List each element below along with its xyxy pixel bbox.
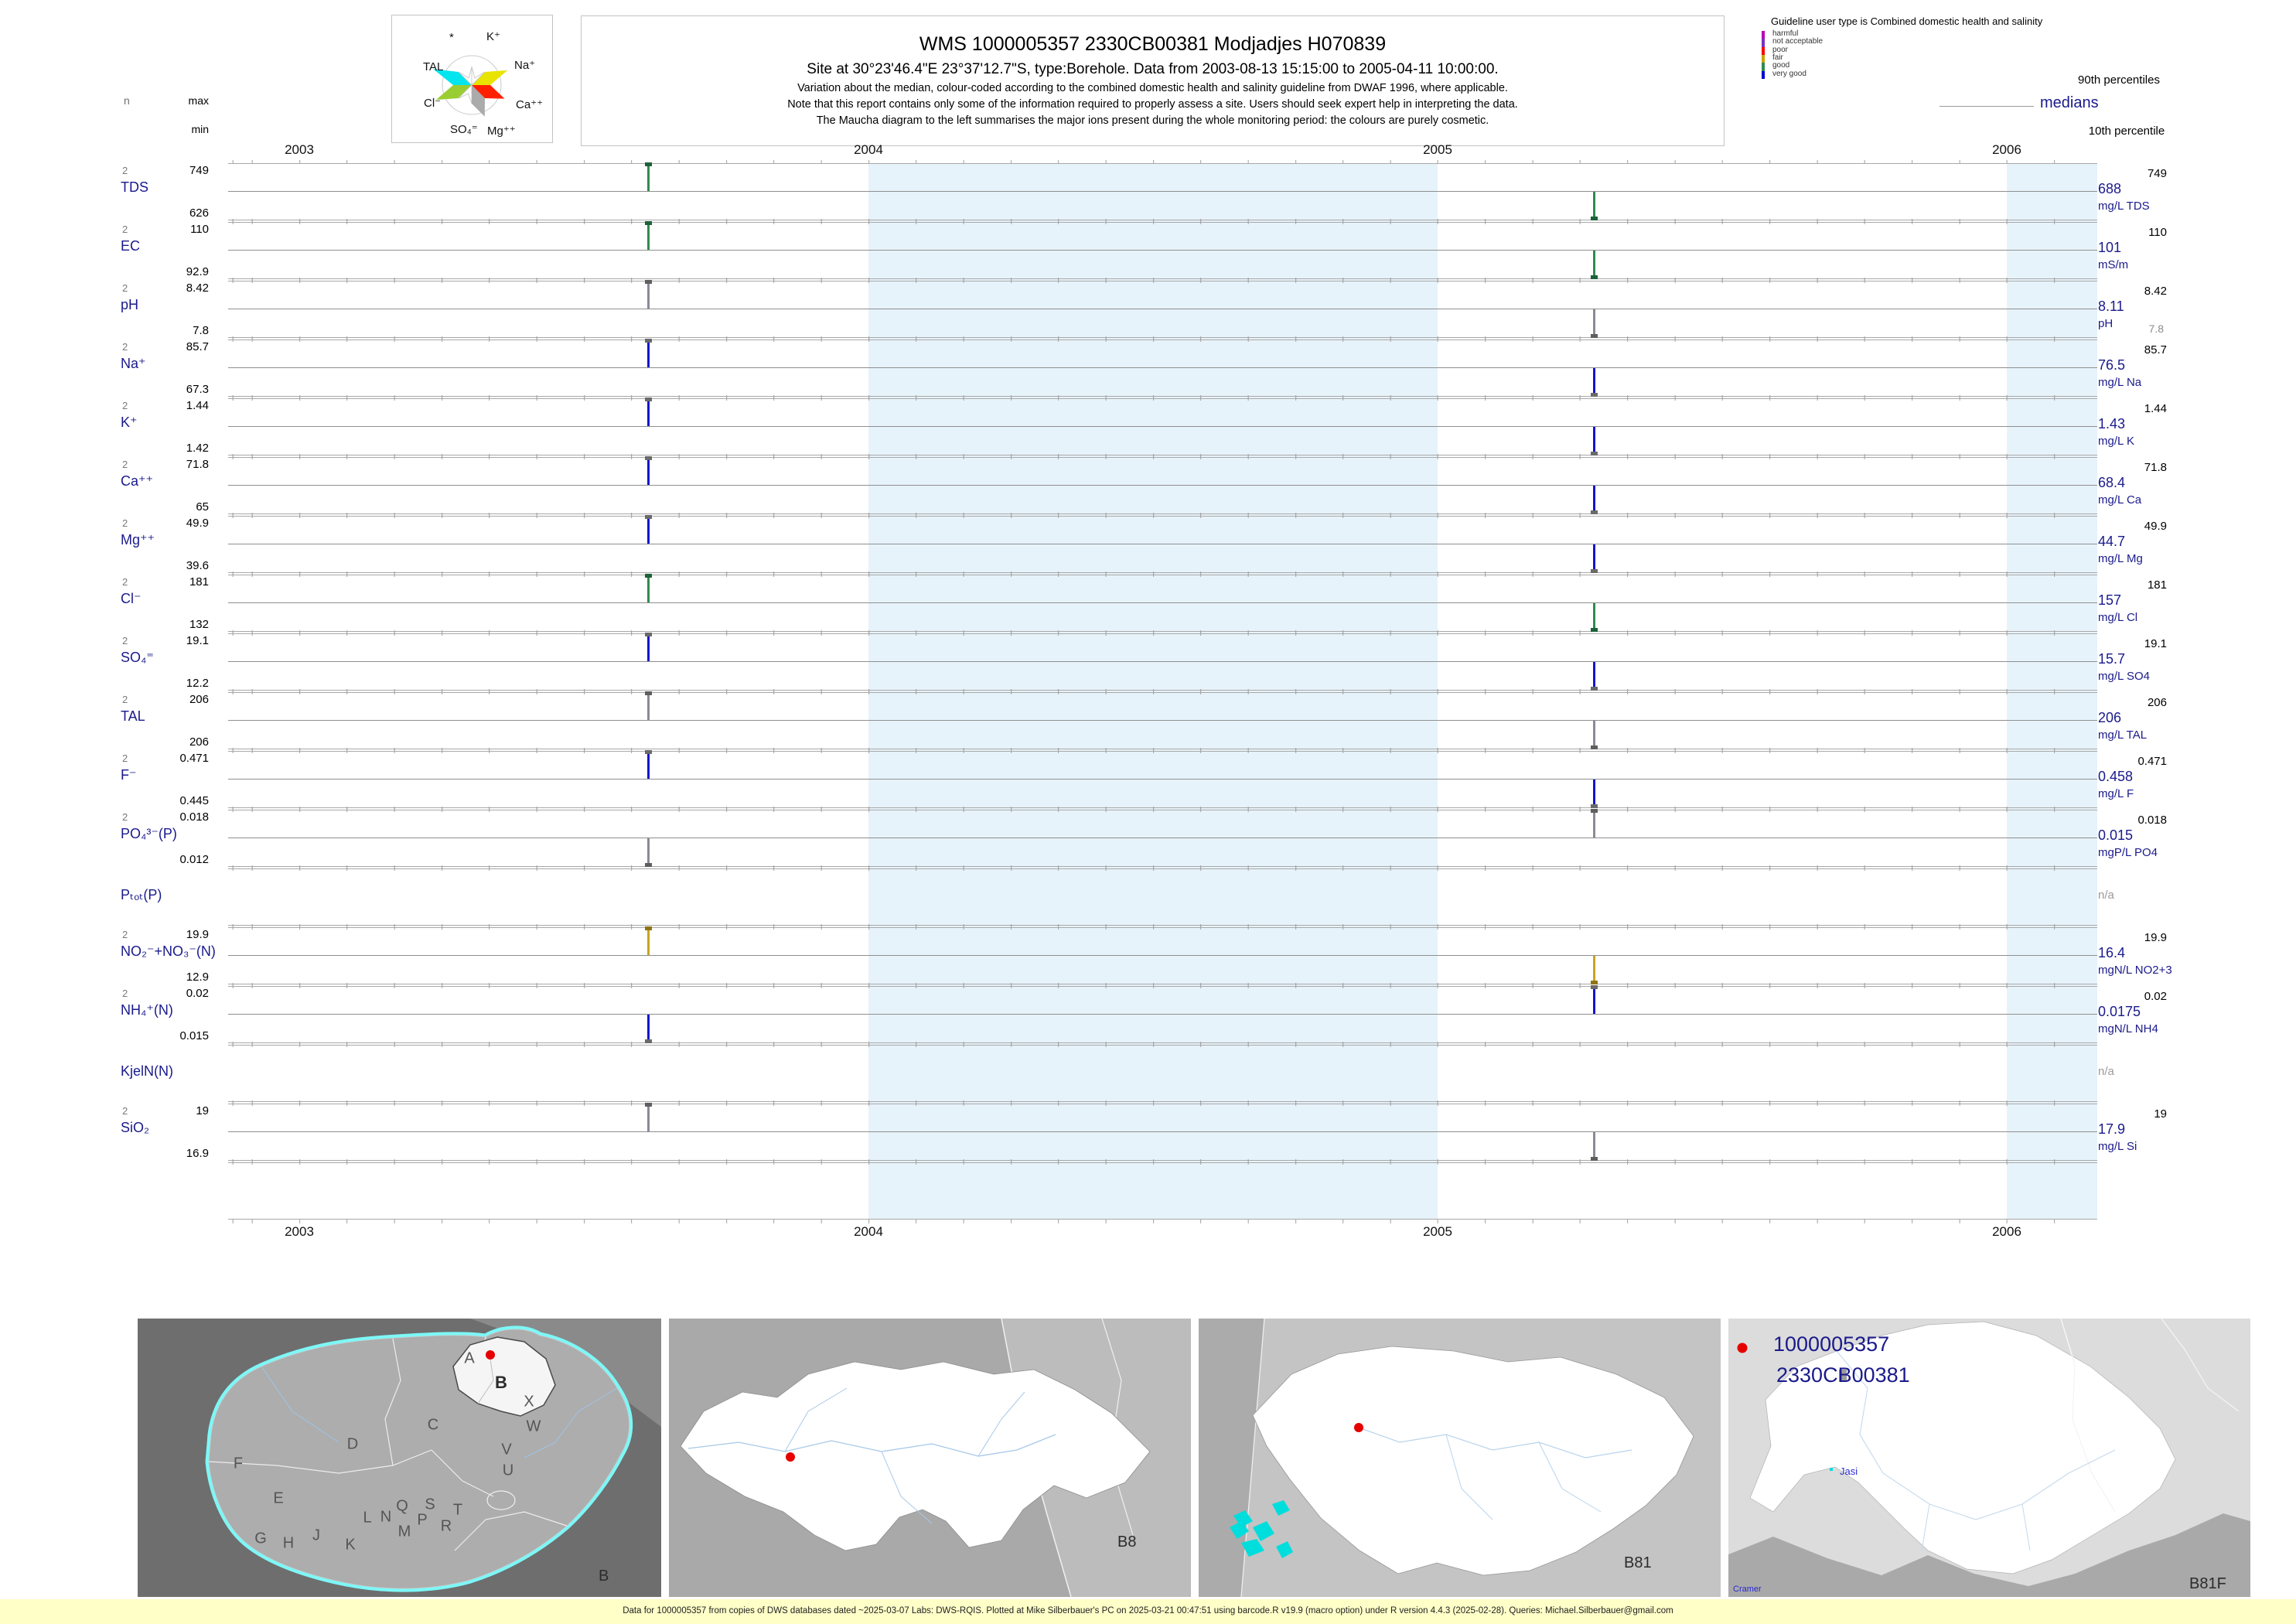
- row-max-value: 749: [189, 164, 209, 177]
- row-top-edge: [228, 160, 2097, 164]
- drainage-region-letter: M: [397, 1523, 411, 1540]
- row-90th-percentile: 181: [2147, 578, 2167, 592]
- sample-mark: [1593, 544, 1595, 571]
- row-median-value: 157: [2098, 592, 2122, 608]
- parameter-name: NH₄⁺(N): [121, 1002, 173, 1018]
- parameter-name: SO₄⁼: [121, 650, 154, 665]
- sample-mark-cap: [645, 162, 652, 166]
- parameter-name: Na⁺: [121, 356, 146, 371]
- row-90th-percentile: 71.8: [2144, 461, 2167, 474]
- row-min-value: 1.42: [186, 442, 209, 455]
- parameter-name: PO₄³⁻(P): [121, 826, 177, 841]
- row-min-value: 7.8: [193, 324, 209, 337]
- row-top-edge: [228, 865, 2097, 869]
- row-unit-label: mg/L TDS: [2098, 200, 2150, 213]
- year-label-bottom: 2005: [1423, 1224, 1452, 1239]
- sample-mark-cap: [645, 750, 652, 754]
- parameter-name: KjelN(N): [121, 1063, 174, 1079]
- map4-station-code: 2330CB00381: [1776, 1363, 1910, 1387]
- sample-mark-cap: [645, 397, 652, 401]
- row-min-value: 0.015: [179, 1029, 209, 1042]
- page-title: WMS 1000005357 2330CB00381 Modjadjes H070839: [919, 33, 1387, 55]
- map4-site-number: 1000005357: [1773, 1332, 1890, 1356]
- row-top-edge: [228, 336, 2097, 340]
- map2-region-label: B8: [1117, 1534, 1137, 1551]
- sample-mark: [647, 165, 650, 191]
- note-variation: Variation about the median, colour-coded according to the combined domestic health and salinity guideline from DWAF 1996, where applicable.: [797, 82, 1508, 94]
- class-color-swatch: [1762, 71, 1765, 79]
- row-min-value: 206: [189, 735, 209, 749]
- row-min-value: 12.2: [186, 677, 209, 690]
- row-median-value: 68.4: [2098, 475, 2126, 490]
- row-90th-percentile: 206: [2147, 696, 2167, 709]
- row-min-value: 626: [189, 206, 209, 220]
- sample-mark: [1593, 251, 1595, 277]
- year-label-top: 2003: [285, 142, 314, 157]
- year-label-bottom: 2006: [1992, 1224, 2021, 1239]
- map4-region-label: B81F: [2189, 1575, 2226, 1592]
- sample-mark: [1593, 811, 1595, 838]
- row-median-line: [228, 661, 2097, 662]
- stats-header-max: max: [188, 94, 209, 107]
- maucha-label-k: K⁺: [486, 30, 500, 43]
- sample-mark: [1593, 780, 1595, 806]
- row-n-count: 2: [122, 282, 128, 294]
- maucha-label-na: Na⁺: [514, 59, 536, 72]
- sample-mark-cap: [1591, 809, 1598, 813]
- map-quaternary-catchment: [1728, 1319, 2250, 1597]
- row-top-edge: [228, 513, 2097, 517]
- map-tertiary-catchment: [1199, 1319, 1721, 1597]
- row-max-value: 206: [189, 693, 209, 706]
- maucha-label-cl: Cl⁻: [424, 97, 442, 110]
- row-n-count: 2: [122, 988, 128, 999]
- parameter-name: TAL: [121, 708, 145, 724]
- sample-mark-cap: [645, 633, 652, 636]
- row-max-value: 0.471: [179, 752, 209, 765]
- sample-mark-cap: [645, 339, 652, 343]
- title-box: [581, 15, 1725, 146]
- p10-legend-label: 10th percentile: [2088, 125, 2165, 138]
- class-color-swatch: [1762, 63, 1765, 70]
- maucha-diagram: [391, 15, 553, 143]
- class-color-swatch: [1762, 55, 1765, 63]
- row-top-edge: [228, 983, 2097, 987]
- row-top-edge: [228, 689, 2097, 693]
- row-unit-label: pH: [2098, 317, 2113, 330]
- sample-mark: [1593, 956, 1595, 982]
- row-unit-label: mg/L TAL: [2098, 728, 2148, 742]
- sample-mark: [647, 929, 650, 955]
- sample-mark: [647, 1015, 650, 1041]
- row-median-line: [228, 720, 2097, 721]
- sample-mark: [647, 459, 650, 485]
- row-max-value: 19: [196, 1104, 209, 1117]
- note-disclaimer: Note that this report contains only some of the information required to properly assess a site. Users should seek expert help in interpreting the data.: [787, 98, 1518, 111]
- drainage-region-letter: K: [345, 1536, 356, 1554]
- row-median-value: 0.458: [2098, 769, 2134, 784]
- note-maucha: The Maucha diagram to the left summarises the major ions present during the whole monitoring period: the colours are purely cosmetic.: [816, 114, 1489, 127]
- sample-mark-cap: [645, 221, 652, 225]
- row-n-count: 2: [122, 459, 128, 470]
- sample-mark: [647, 752, 650, 779]
- row-max-value: 110: [190, 223, 209, 236]
- row-top-edge: [228, 807, 2097, 810]
- sample-mark: [1593, 368, 1595, 394]
- map3-region-label: B81: [1624, 1554, 1652, 1571]
- row-min-value: 132: [189, 618, 209, 631]
- year-label-top: 2006: [1992, 142, 2021, 157]
- sample-mark: [647, 576, 650, 602]
- row-min-value: 16.9: [186, 1147, 209, 1160]
- row-n-count: 2: [122, 929, 128, 940]
- class-label: fair: [1772, 53, 1783, 62]
- row-median-line: [228, 250, 2097, 251]
- row-median-value: 206: [2098, 710, 2122, 725]
- sample-mark-cap: [645, 515, 652, 519]
- parameter-name: SiO₂: [121, 1120, 149, 1135]
- maucha-label-mg: Mg⁺⁺: [487, 125, 516, 138]
- sample-mark: [647, 223, 650, 250]
- site-marker-map2: [786, 1452, 795, 1462]
- drainage-region-letter: S: [425, 1496, 435, 1513]
- row-unit-label: mg/L F: [2098, 787, 2134, 800]
- row-unit-label: mgN/L NH4: [2098, 1022, 2158, 1035]
- row-median-line: [228, 779, 2097, 780]
- sample-mark-cap: [645, 1103, 652, 1107]
- sample-mark-cap: [645, 456, 652, 460]
- row-median-line: [228, 602, 2097, 603]
- drainage-region-letter: U: [502, 1462, 514, 1479]
- row-n-count: 2: [122, 165, 128, 176]
- drainage-region-letter: C: [427, 1416, 439, 1434]
- row-90th-percentile: 49.9: [2144, 520, 2167, 533]
- parameter-name: F⁻: [121, 767, 137, 783]
- row-max-value: 0.018: [179, 810, 209, 824]
- site-marker-map4: [1738, 1343, 1748, 1353]
- map-country-drainage-regions: [138, 1319, 661, 1597]
- row-max-value: 181: [189, 575, 209, 589]
- row-max-value: 0.02: [186, 987, 209, 1000]
- parameter-name: Mg⁺⁺: [121, 532, 155, 548]
- stats-header-min: min: [191, 123, 209, 135]
- row-median-value: 17.9: [2098, 1121, 2126, 1137]
- row-bottom-edge: [228, 1219, 2097, 1223]
- sample-mark: [647, 838, 650, 865]
- sample-mark: [1593, 427, 1595, 453]
- maucha-label-ca: Ca⁺⁺: [516, 98, 544, 111]
- row-unit-label: mg/L SO4: [2098, 670, 2150, 683]
- row-median-line: [228, 191, 2097, 192]
- maucha-label-so4: SO₄⁼: [450, 123, 478, 136]
- row-90th-percentile: 110: [2148, 226, 2167, 239]
- sample-mark: [647, 635, 650, 661]
- catchment-b81f-map-icon: [1728, 1319, 2250, 1597]
- guideline-class-legend: [1762, 29, 1823, 79]
- median-legend-label: medians: [2040, 94, 2099, 111]
- drainage-region-letter: G: [254, 1530, 267, 1547]
- row-90th-percentile: 0.018: [2137, 814, 2167, 827]
- row-n-count: 2: [122, 635, 128, 647]
- row-90th-percentile: 1.44: [2144, 402, 2167, 415]
- row-unit-label: mgN/L NO2+3: [2098, 964, 2172, 977]
- year-label-top: 2004: [854, 142, 883, 157]
- row-n-count: 2: [122, 341, 128, 353]
- parameter-name: NO₂⁻+NO₃⁻(N): [121, 943, 216, 959]
- south-africa-map-icon: [138, 1319, 661, 1597]
- row-median-line: [228, 1131, 2097, 1132]
- row-top-edge: [228, 278, 2097, 281]
- class-color-swatch: [1762, 39, 1765, 46]
- parameter-name: EC: [121, 238, 141, 254]
- map1-region-label: B: [599, 1568, 609, 1585]
- drainage-region-letter: F: [233, 1455, 244, 1472]
- sample-mark: [647, 694, 650, 720]
- row-n-count: 2: [122, 223, 128, 235]
- row-unit-label: mS/m: [2098, 258, 2129, 271]
- row-n-count: 2: [122, 576, 128, 588]
- row-90th-percentile: 8.42: [2144, 285, 2167, 298]
- class-label: harmful: [1772, 29, 1799, 38]
- row-max-value: 71.8: [186, 458, 209, 471]
- row-median-value: 8.11: [2098, 299, 2124, 314]
- row-median-value: 1.43: [2098, 416, 2126, 432]
- row-min-value: 67.3: [186, 383, 209, 396]
- class-label: good: [1772, 61, 1790, 70]
- row-median-value: 76.5: [2098, 357, 2126, 373]
- sample-mark-cap: [645, 926, 652, 930]
- row-min-value: 65: [196, 500, 209, 513]
- row-unit-label: mg/L Na: [2098, 376, 2142, 389]
- row-10th-percentile: 7.8: [2148, 322, 2164, 335]
- sample-mark-cap: [645, 574, 652, 578]
- catchment-b8-map-icon: [669, 1319, 1191, 1597]
- row-median-value: 101: [2098, 240, 2122, 255]
- row-median-value: 16.4: [2098, 945, 2126, 960]
- row-90th-percentile: 19: [2154, 1107, 2167, 1121]
- row-max-value: 19.1: [186, 634, 209, 647]
- row-90th-percentile: 0.02: [2144, 990, 2167, 1003]
- row-n-count: 2: [122, 752, 128, 764]
- footer-text: Data for 1000005357 from copies of DWS databases dated ~2025-03-07 Labs: DWS-RQIS. Plotted at Mike Silberbauer's PC on 2025-03-21 00:47:51 using barcode.R v19.9 (macro option) under R version 4.4.3 (2025-02-28). Queries: Michael.Silberbauer@gmail.com: [623, 1606, 1673, 1615]
- sample-mark: [647, 400, 650, 426]
- maucha-label-tal: TAL: [423, 60, 444, 73]
- sample-mark-cap: [645, 691, 652, 695]
- row-n-count: 2: [122, 517, 128, 529]
- row-min-value: 0.012: [179, 853, 209, 866]
- row-max-value: 85.7: [186, 340, 209, 353]
- p90-legend-label: 90th percentiles: [2078, 73, 2160, 87]
- row-max-value: 49.9: [186, 517, 209, 530]
- drainage-region-letter: P: [417, 1511, 428, 1529]
- row-unit-label: mg/L Cl: [2098, 611, 2138, 624]
- row-n-count: 2: [122, 811, 128, 823]
- row-n-count: 2: [122, 694, 128, 705]
- maucha-label-star: *: [449, 31, 454, 44]
- drainage-region-letter: V: [501, 1441, 512, 1459]
- sample-mark: [1593, 486, 1595, 512]
- row-median-value: 688: [2098, 181, 2122, 196]
- row-n-count: 2: [122, 400, 128, 411]
- drainage-region-letter: R: [440, 1517, 452, 1535]
- row-top-edge: [228, 1159, 2097, 1163]
- parameter-name: K⁺: [121, 415, 138, 430]
- sample-mark: [647, 1105, 650, 1131]
- drainage-region-letter: Q: [396, 1497, 408, 1515]
- map4-place-label: Cramer: [1733, 1585, 1762, 1594]
- row-median-line: [228, 485, 2097, 486]
- parameter-name: TDS: [121, 179, 148, 195]
- row-min-value: 12.9: [186, 971, 209, 984]
- site-marker-map3: [1354, 1423, 1363, 1432]
- row-median-line: [228, 1014, 2097, 1015]
- class-color-swatch: [1762, 47, 1765, 55]
- row-unit-label: mg/L Ca: [2098, 493, 2142, 507]
- drainage-region-letter: A: [464, 1349, 475, 1367]
- sample-mark: [1593, 1132, 1595, 1158]
- sample-mark-cap: [1591, 985, 1598, 989]
- drainage-region-letter: N: [380, 1508, 392, 1526]
- class-label: very good: [1772, 69, 1806, 78]
- row-90th-percentile: 0.471: [2137, 755, 2167, 768]
- sample-mark: [1593, 603, 1595, 629]
- year-label-bottom: 2004: [854, 1224, 883, 1239]
- row-median-line: [228, 367, 2097, 368]
- class-label: poor: [1772, 45, 1789, 54]
- page-subtitle: Site at 30°23'46.4"E 23°37'12.7"S, type:Borehole. Data from 2003-08-13 15:15:00 to 2005-04-11 10:00:00.: [807, 61, 1499, 77]
- row-min-value: 92.9: [186, 265, 209, 278]
- sample-mark: [647, 517, 650, 544]
- row-unit-label: mg/L K: [2098, 435, 2134, 448]
- drainage-region-letter: L: [363, 1509, 372, 1527]
- row-median-value: 44.7: [2098, 534, 2126, 549]
- sample-mark: [1593, 192, 1595, 218]
- drainage-region-letter: X: [524, 1393, 534, 1411]
- drainage-region-letter: T: [452, 1501, 463, 1519]
- parameter-name: Cl⁻: [121, 591, 142, 606]
- row-90th-percentile: 85.7: [2144, 343, 2167, 357]
- row-median-line: [228, 955, 2097, 956]
- drainage-region-letter: E: [273, 1489, 284, 1507]
- sample-mark: [1593, 662, 1595, 688]
- parameter-name: Pₜₒₜ(P): [121, 887, 162, 902]
- row-90th-percentile: 749: [2147, 167, 2167, 180]
- site-marker-map1: [486, 1350, 495, 1360]
- row-n-count: 2: [122, 1105, 128, 1117]
- row-top-edge: [228, 630, 2097, 634]
- row-top-edge: [228, 219, 2097, 223]
- row-unit-label: mgP/L PO4: [2098, 846, 2158, 859]
- drainage-region-letter: W: [526, 1418, 541, 1435]
- row-top-edge: [228, 454, 2097, 458]
- map4-river-label: Jasi: [1840, 1465, 1858, 1477]
- row-max-value: 1.44: [186, 399, 209, 412]
- parameter-name: pH: [121, 297, 139, 312]
- row-top-edge: [228, 395, 2097, 399]
- drainage-region-letter: H: [282, 1534, 295, 1552]
- map-secondary-catchment: [669, 1319, 1191, 1597]
- sample-mark: [1593, 988, 1595, 1014]
- row-max-value: 19.9: [186, 928, 209, 941]
- stats-header-n: n: [124, 94, 130, 107]
- row-unit-label: mg/L Mg: [2098, 552, 2143, 565]
- row-top-edge: [228, 1100, 2097, 1104]
- year-label-top: 2005: [1423, 142, 1452, 157]
- drainage-region-letter: B: [495, 1373, 507, 1392]
- footer-bar: [0, 1599, 2296, 1624]
- sample-mark: [1593, 721, 1595, 747]
- class-label: not acceptable: [1772, 37, 1823, 46]
- row-top-edge: [228, 924, 2097, 928]
- row-median-line: [228, 426, 2097, 427]
- sample-mark: [647, 341, 650, 367]
- row-median-value: 0.0175: [2098, 1004, 2141, 1019]
- row-na-value: n/a: [2098, 889, 2114, 902]
- row-na-value: n/a: [2098, 1065, 2114, 1078]
- row-top-edge: [228, 748, 2097, 752]
- guideline-user-type: Guideline user type is Combined domestic health and salinity: [1771, 15, 2043, 27]
- row-90th-percentile: 19.9: [2144, 931, 2167, 944]
- row-90th-percentile: 19.1: [2144, 637, 2167, 650]
- year-label-bottom: 2003: [285, 1224, 314, 1239]
- row-median-value: 0.015: [2098, 827, 2134, 843]
- parameter-name: Ca⁺⁺: [121, 473, 154, 489]
- drainage-region-letter: J: [312, 1527, 320, 1544]
- row-top-edge: [228, 1042, 2097, 1046]
- class-color-swatch: [1762, 31, 1765, 39]
- sample-mark: [1593, 309, 1595, 336]
- sample-mark-cap: [645, 280, 652, 284]
- row-unit-label: mg/L Si: [2098, 1140, 2137, 1153]
- row-top-edge: [228, 571, 2097, 575]
- row-min-value: 39.6: [186, 559, 209, 572]
- median-legend-line: [1939, 106, 2034, 107]
- row-min-value: 0.445: [179, 794, 209, 807]
- sample-mark: [647, 282, 650, 309]
- row-median-value: 15.7: [2098, 651, 2126, 667]
- drainage-region-letter: D: [346, 1435, 359, 1453]
- row-max-value: 8.42: [186, 281, 209, 295]
